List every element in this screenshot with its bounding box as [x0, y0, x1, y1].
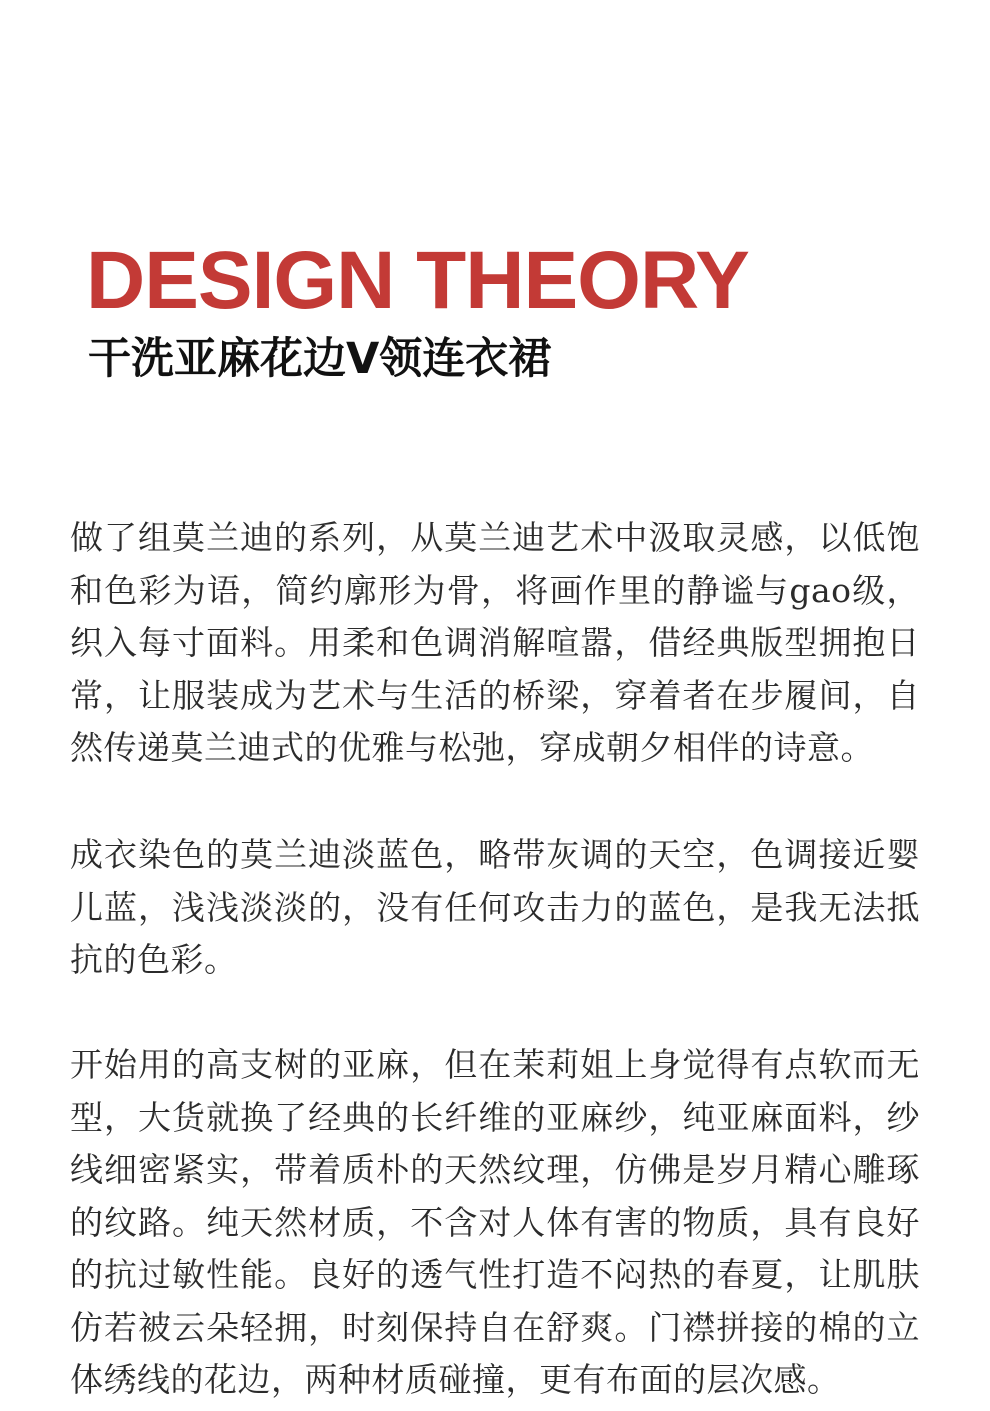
design-theory-title: DESIGN THEORY	[86, 235, 749, 326]
paragraph-color: 成衣染色的莫兰迪淡蓝色，略带灰调的天空，色调接近婴儿蓝，浅浅淡淡的，没有任何攻击力的蓝色，是我无法抵抗的色彩。	[70, 835, 920, 979]
paragraph-fabric: 开始用的高支树的亚麻，但在茉莉姐上身觉得有点软而无型，大货就换了经典的长纤维的亚麻纱，纯亚麻面料，纱线细密紧实，带着质朴的天然纹理，仿佛是岁月精心雕琢的纹路。纯天然材质，不含对人体有害的物质，具有良好的抗过敏性能。良好的透气性打造不闷热的春夏，让肌肤仿若被云朵轻拥，时刻保持自在舒爽。门襟拼接的棉的立体绣线的花边，两种材质碰撞，更有布面的层次感。	[70, 1045, 920, 1399]
paragraph-inspiration: 做了组莫兰迪的系列，从莫兰迪艺术中汲取灵感，以低饱和色彩为语，简约廓形为骨，将画作里的静谧与gao级，织入每寸面料。用柔和色调消解喧嚣，借经典版型拥抱日常，让服装成为艺术与生活的桥梁，穿着者在步履间，自然传递莫兰迪式的优雅与松弛，穿成朝夕相伴的诗意。	[70, 518, 920, 767]
product-title: 干洗亚麻花边V领连衣裙	[88, 334, 552, 384]
